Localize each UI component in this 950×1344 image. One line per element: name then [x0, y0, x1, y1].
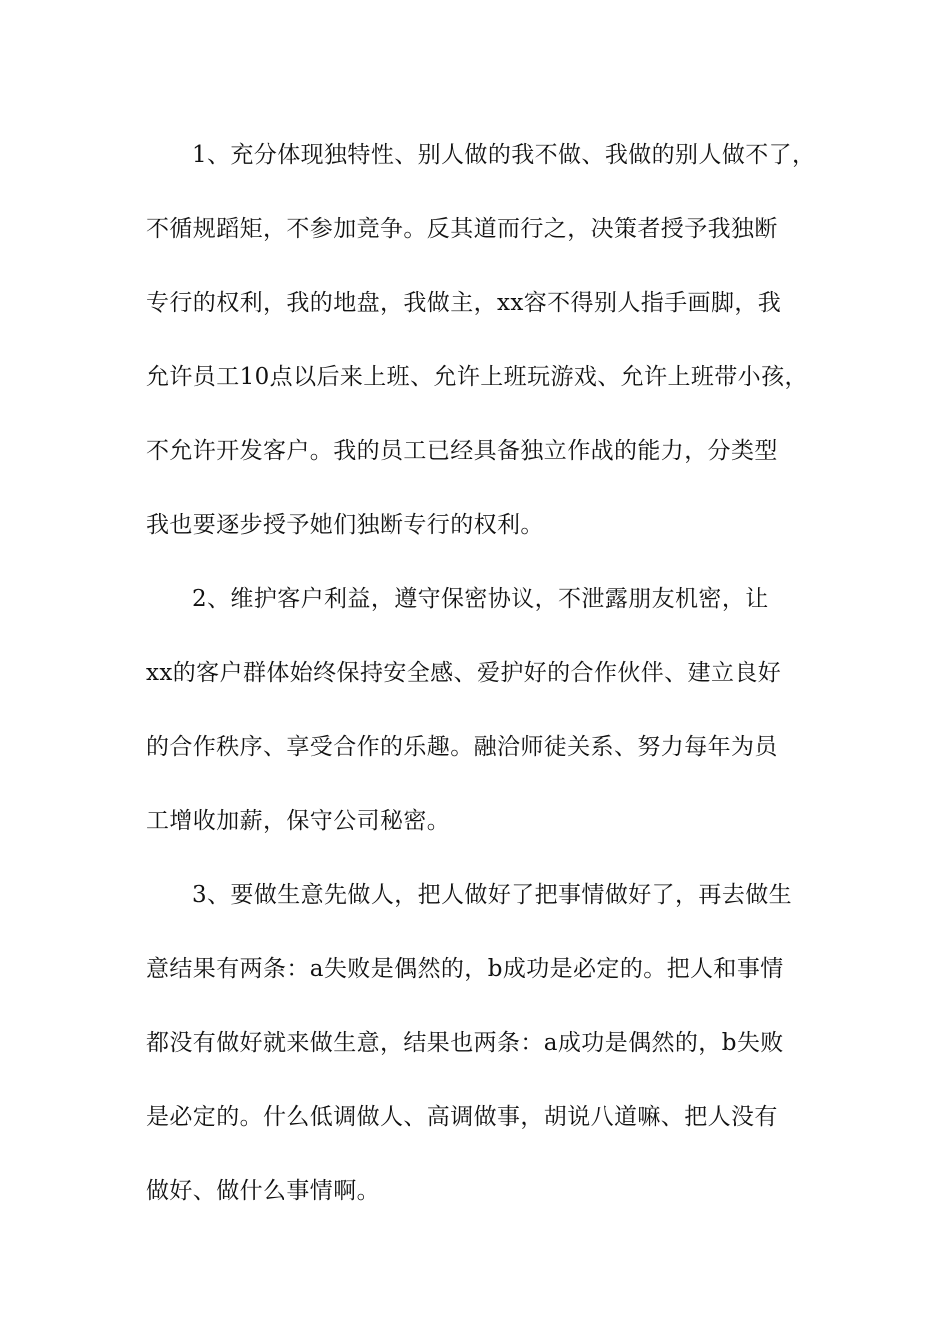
paragraph-line: 做好、做什么事情啊。 [146, 1178, 380, 1204]
paragraph-1 [146, 118, 816, 562]
paragraph-line: 专行的权利，我的地盘，我做主，xx容不得别人指手画脚，我 [146, 290, 782, 316]
paragraph-2 [146, 562, 811, 858]
paragraph-line: 1、充分体现独特性、别人做的我不做、我做的别人做不了， [192, 142, 816, 168]
paragraph-line: 工增收加薪，保守公司秘密。 [146, 808, 451, 834]
paragraph-line: 不允许开发客户。我的员工已经具备独立作战的能力，分类型 [146, 438, 778, 464]
paragraph-line: 是必定的。什么低调做人、高调做事，胡说八道嘛、把人没有 [146, 1104, 778, 1130]
paragraph-3 [146, 858, 811, 1228]
paragraph-line: xx的客户群体始终保持安全感、爱护好的合作伙伴、建立良好 [146, 660, 782, 686]
paragraph-line: 的合作秩序、享受合作的乐趣。融洽师徒关系、努力每年为员 [146, 734, 778, 760]
paragraph-line: 2、维护客户利益，遵守保密协议，不泄露朋友机密，让 [192, 586, 769, 612]
paragraph-line: 意结果有两条：a失败是偶然的，b成功是必定的。把人和事情 [146, 956, 784, 982]
paragraph-line: 不循规蹈矩，不参加竞争。反其道而行之，决策者授予我独断 [146, 216, 778, 242]
paragraph-line: 我也要逐步授予她们独断专行的权利。 [146, 512, 544, 538]
paragraph-line: 都没有做好就来做生意，结果也两条：a成功是偶然的，b失败 [146, 1030, 784, 1056]
paragraph-line: 3、要做生意先做人，把人做好了把事情做好了，再去做生 [192, 882, 793, 908]
document-body [146, 118, 816, 1228]
paragraph-line: 允许员工10点以后来上班、允许上班玩游戏、允许上班带小孩， [146, 364, 808, 390]
